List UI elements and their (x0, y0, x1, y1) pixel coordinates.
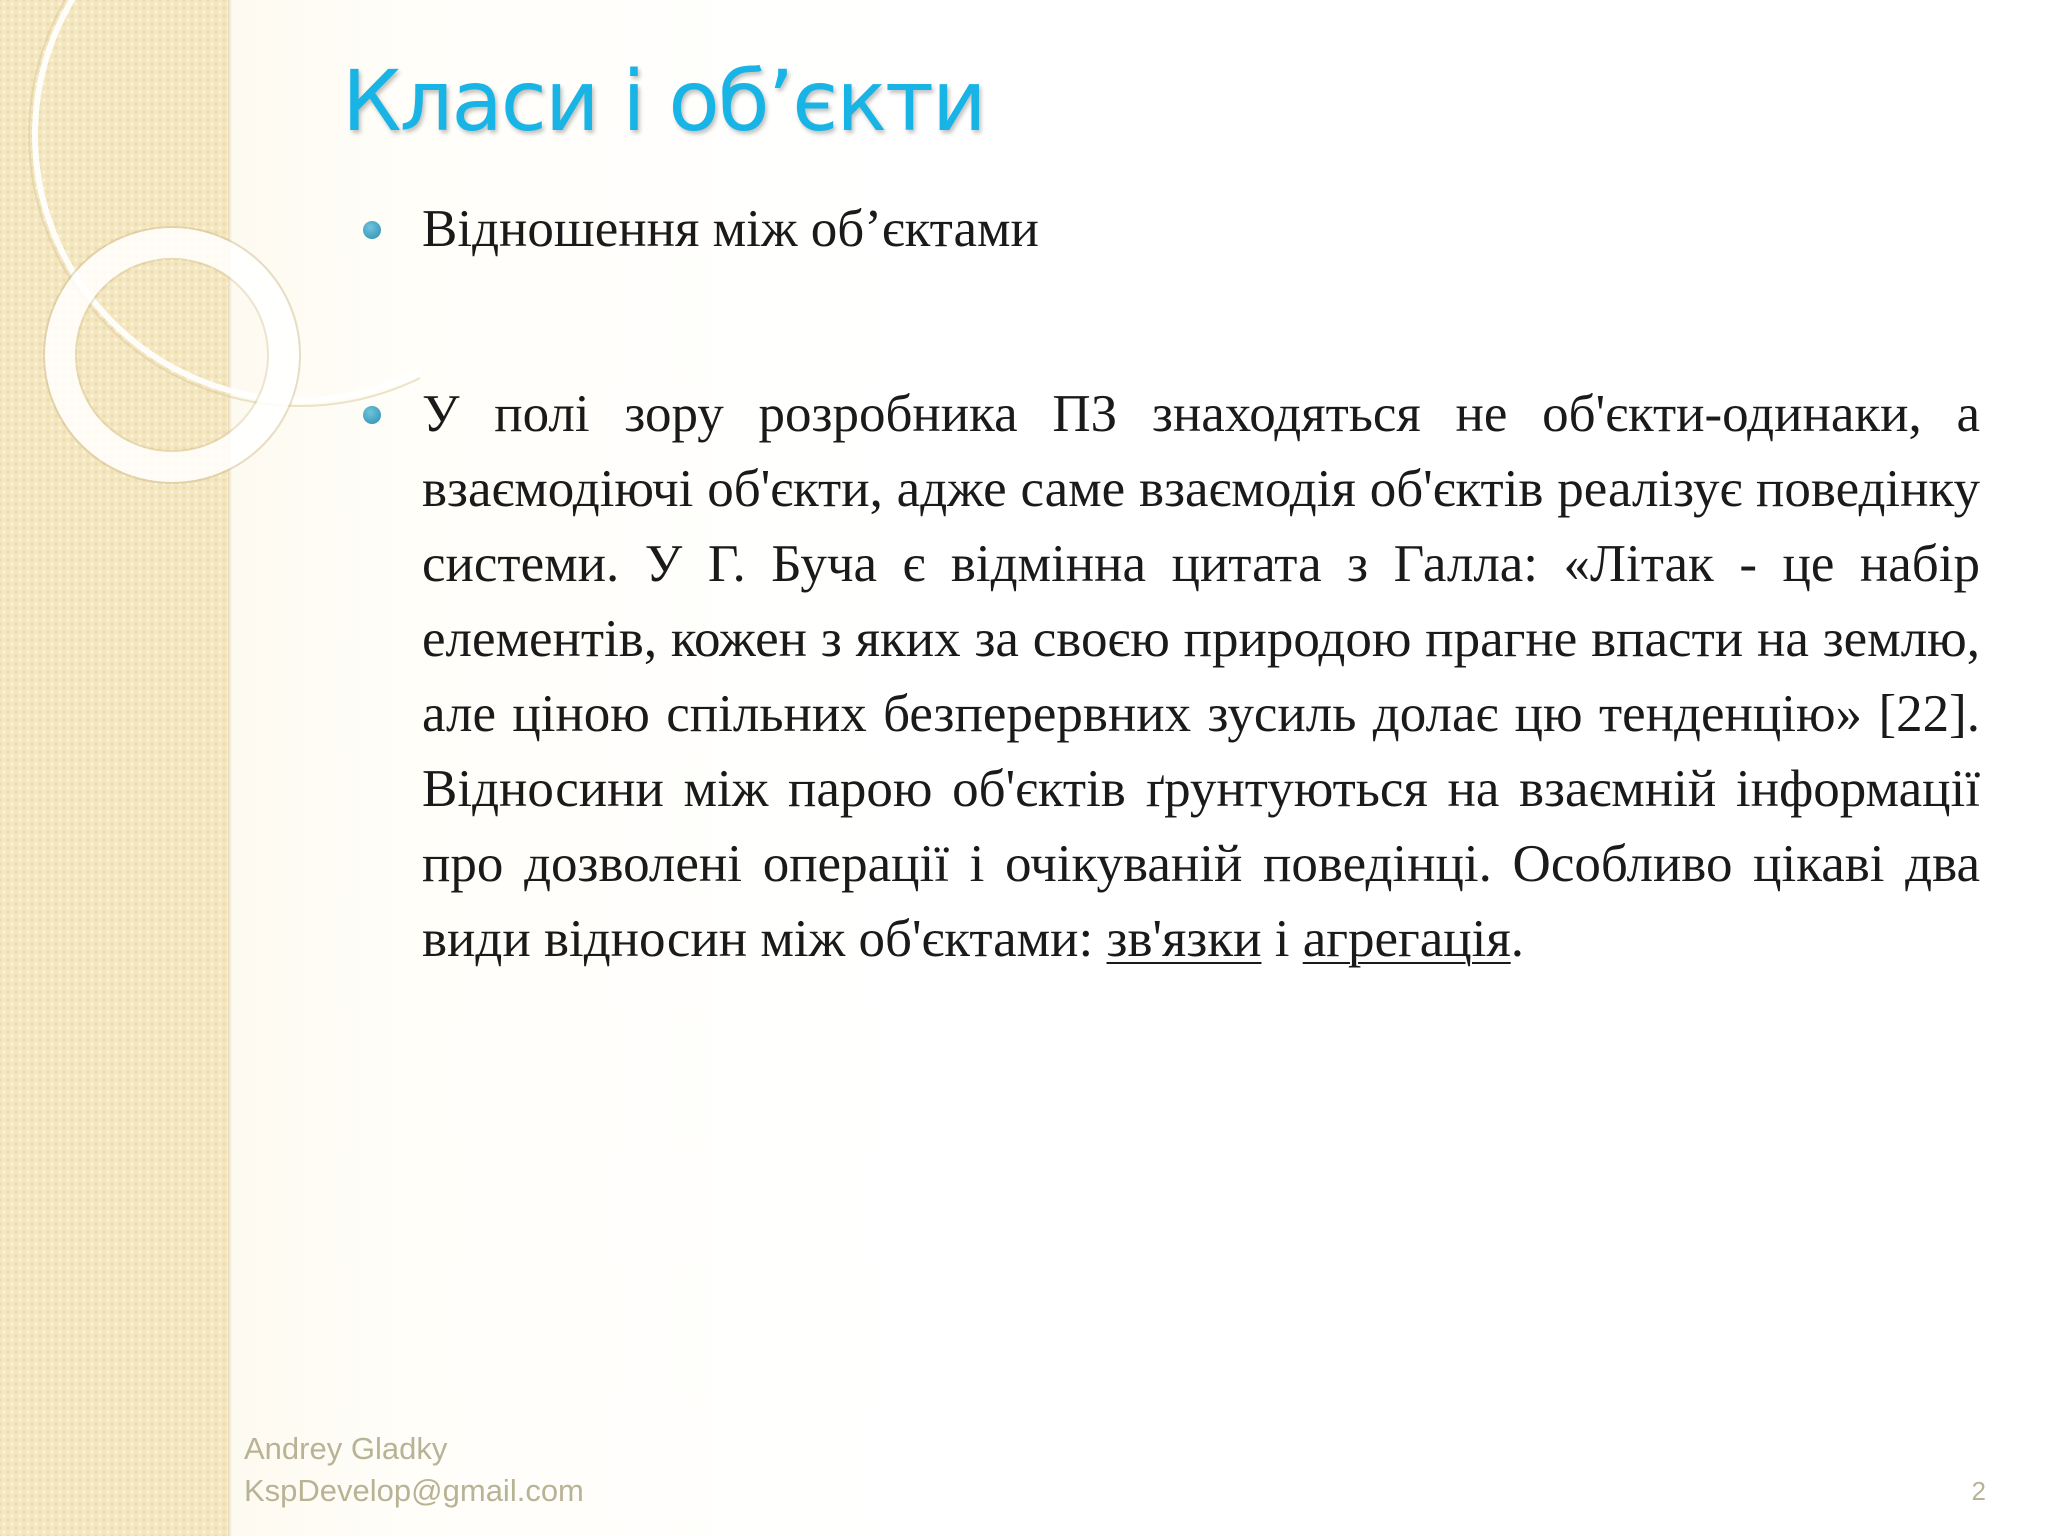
page-number: 2 (1971, 1476, 1986, 1506)
bullet-item (422, 192, 1980, 267)
bullet-list (422, 192, 1980, 977)
bullet-item (422, 377, 1980, 977)
bullet-dot-icon (363, 221, 381, 239)
bullet-paragraph-text: У полі зору розробника ПЗ знаходяться не об'єкти-одинаки, а взаємодіючі об'єкти, адже саме взаємодія об'єктів реалізує поведінку системи. У Г. Буча є відмінна цитата з Галла: «Літак - це набір елементів, кожен з яких за своєю природою прагне впасти на землю, але ціною спільних безперервних зусиль долає цю тенденцію» [22]. Відносини між парою об'єктів ґрунтуються на взаємній інформації про дозволені операції і очікуваній поведінці. Особливо цікаві два види відносин між об'єктами: (422, 385, 1980, 968)
bullet-text: Відношення між об’єктами (422, 200, 1039, 258)
period-text: . (1510, 910, 1524, 968)
slide-title: Класи і об’єкти (342, 52, 985, 150)
link-ahrehatsiia[interactable]: агрегація (1302, 910, 1511, 968)
footer (244, 1428, 584, 1512)
conjunction-text: і (1261, 910, 1303, 968)
link-zviazky[interactable]: зв'язки (1106, 910, 1262, 968)
bullet-dot-icon (363, 406, 381, 424)
footer-author: Andrey Gladky (244, 1431, 448, 1466)
footer-email: KspDevelop@gmail.com (244, 1473, 584, 1508)
